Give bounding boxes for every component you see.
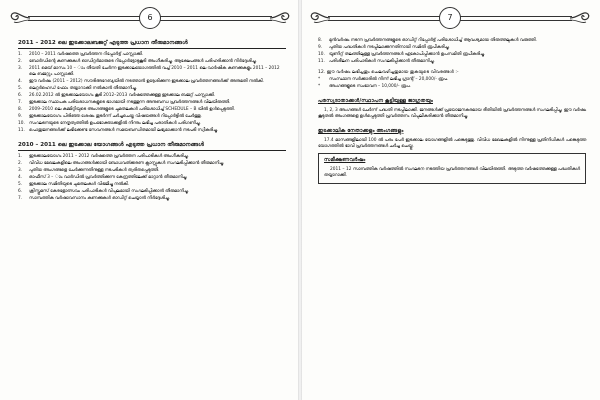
scroll-ornament-icon xyxy=(268,6,290,28)
fund-list xyxy=(318,77,586,90)
list-item: 7. ഇടക്കാല സ്ഥാപക പരിശോധനകളുടെ ഭാഗമായി നടത്തുന്ന അനുബന്ധ പ്രവർത്തനങ്ങൾ വിലയിരുത്തി. xyxy=(18,100,231,105)
list-item: 8. മുൻവർഷം നടന്ന പ്രവർത്തനങ്ങളുടെ ഓഡിറ്റ് റിപ്പോർട്ട് പരിശോധിച്ച് ആവശ്യമായ തിരുത്തലുകൾ വരുത്തി. xyxy=(318,38,537,43)
paragraph: 2011 – 12 സാമ്പത്തിക വർഷത്തിൽ സംഘടന നടത്തിയ പ്രവർത്തനങ്ങൾ വിലയിരുത്തി. അടുത്ത വർഷത്തേക്കുള്ള പദ്ധതികൾ തയ്യാറാക്കി. xyxy=(324,167,580,178)
decision-list xyxy=(18,154,286,202)
list-item: 1. ഇടക്കാലയോഗം 2011 – 2012 വർഷത്തെ പ്രവർത്തന പരിപാടികൾ അംഗീകരിച്ചു. xyxy=(18,154,189,159)
list-item: 7. സാമ്പത്തിക വർഷാവസാനം കണക്കുകൾ ഓഡിറ്റ് ചെയ്യാൻ നിർദ്ദേശിച്ചു. xyxy=(18,196,170,201)
list-item: 1. 2010 – 2011 വർഷത്തെ പ്രവർത്തന റിപ്പോർട്ട് പാസ്സാക്കി. xyxy=(18,52,144,57)
list-item: * സംസ്ഥാന സർക്കാരിൽ നിന്ന് ലഭിച്ച ഗ്രാന്റ് – 20,000/- രൂപ. xyxy=(318,77,449,82)
list-item: 9. പുതിയ പദ്ധതികൾ നടപ്പിലാക്കുന്നതിനായി സമിതി രൂപീകരിച്ചു. xyxy=(318,45,450,50)
page-header-ornament xyxy=(310,4,590,32)
list-item: 10. യൂണിറ്റ് തലത്തിലുള്ള പ്രവർത്തനങ്ങൾ ഏകോപിപ്പിക്കാൻ ഉപസമിതി രൂപീകരിച്ചു. xyxy=(318,52,486,57)
list-item: 4. ഓഫീസ് 3 – ാം വാർഡിൽ പ്രവർത്തിക്കുന്ന കേന്ദ്രത്തിലേക്ക് മാറ്റാൻ തീരുമാനിച്ചു. xyxy=(18,175,188,180)
list-item: 3. പുതിയ അംഗങ്ങളെ ചേർക്കുന്നതിനുള്ള നടപടികൾ ത്വരിതപ്പെടുത്തി. xyxy=(18,168,160,173)
section-title: 2011 – 2012 ലെ ഇടക്കാലബജറ്റ് എടുത്ത പ്രധാന തീരുമാനങ്ങൾ xyxy=(18,40,286,49)
scroll-ornament-icon xyxy=(568,6,590,28)
list-item: * അംഗങ്ങളുടെ സംഭാവന – 10,000/- രൂപ. xyxy=(318,84,411,89)
boxed-section xyxy=(318,153,586,184)
list-item: 10. സംഘടനയുടെ നേതൃത്വത്തിൽ ഉപഭോക്താക്കളിൽ നിന്നും ലഭിച്ച പരാതികൾ പരിഗണിച്ചു. xyxy=(18,121,201,126)
page-header-ornament xyxy=(10,4,290,32)
list-item: 2. ബോർഡിന്റെ കണക്കുകൾ ഓഡിറ്റർമാരുടെ റിപ്പോർട്ടോടുകൂടി അംഗീകരിച്ചു. ആക്ഷേപങ്ങൾ പരിഹരിക്കാൻ നിർദ്ദേശിച്ചു. xyxy=(18,59,257,64)
page-number: 7 xyxy=(439,7,461,29)
list-item: 6. ക്രിസ്തുമസ് കേരളോത്സവം പരിപാടികൾ വിപുലമായി സംഘടിപ്പിക്കാൻ തീരുമാനിച്ചു. xyxy=(18,189,189,194)
section-title: 2010 – 2011 ലെ ഇടക്കാല യോഗങ്ങൾ എടുത്ത പ്രധാന തീരുമാനങ്ങൾ xyxy=(18,142,286,151)
paragraph: 1, 2, 3 അംഗങ്ങൾ ചേർന്ന് പദ്ധതി നടപ്പിലാക്കി. ജനങ്ങൾക്ക് പ്രയോജനകരമായ രീതിയിൽ പ്രവർത്തനങ്ങൾ സംഘടിപ്പിച്ചു. ഈ വർഷം കൂടുതൽ അംഗങ്ങളെ ഉൾപ്പെടുത്തി പ്രവർത്തനം വിപുലീകരിക്കാൻ തീരുമാനിച്ചു. xyxy=(318,108,586,119)
list-item: 8. 2009–2010 ലെ കമ്മിറ്റിയുടെ അംഗങ്ങളുടെ ചുമതലകൾ പരിശോധിച്ച് SCHEDULE – B യിൽ ഉൾപ്പെടുത്തി. xyxy=(18,107,236,112)
decision-list xyxy=(318,38,586,65)
list-item: 6. 26.02.2012 ൽ ഇടക്കാലയോഗം കൂടി 2012–2013 വർഷത്തേക്കുള്ള ഇടക്കാല ബജറ്റ് പാസ്സാക്കി. xyxy=(18,93,216,98)
subsection-title: 12. ഈ വർഷം ലഭിച്ചതും ചെലവഴിച്ചതുമായ തുകയുടെ വിവരങ്ങൾ :- xyxy=(318,70,459,75)
list-item: 11. പരിശീലന പരിപാടികൾ സംഘടിപ്പിക്കാൻ തീരുമാനിച്ചു. xyxy=(318,59,435,64)
paragraph: 17.4 മാസങ്ങളിലായി 100 ൽ പരം പേർ ഇടക്കാല യോഗങ്ങളിൽ പങ്കെടുത്തു. വിവിധ മേഖലകളിൽ നിന്നുള്ള പ്രതിനിധികൾ പങ്കെടുത്ത യോഗത്തിൽ ഭാവി പ്രവർത്തനങ്ങൾ ചർച്ച ചെയ്തു. xyxy=(318,138,586,149)
section-heading: ഇടക്കാലിക നേതാക്കളും അംഗങ്ങളും xyxy=(318,128,404,134)
list-item: 11. പൊതുജനങ്ങൾക്ക് ലഭിക്കേണ്ട സേവനങ്ങൾ സമയബന്ധിതമായി ലഭ്യമാക്കാൻ നടപടി സ്വീകരിച്ചു. xyxy=(18,128,219,133)
list-item: 3. 2011 മെയ് മാസം 10 – ാം തീയതി ചേർന്ന ഇടക്കാലയോഗത്തിൽ വച്ച് 2010 – 2011 ലെ വാർഷിക കണക്കുകളും 2011 – 2012 ലെ ബജറ്റും പാസ്സാക്കി. xyxy=(18,66,280,77)
section-heading: സമീക്ഷണവർഷം xyxy=(324,157,366,163)
list-item: 4. ഈ വർഷം (2011 – 2012) സൗദിഅറേബ്യയിൽ നടത്താൻ ഉദ്ദേശിക്കുന്ന ഇടക്കാല പ്രവർത്തനങ്ങൾക്ക് അനുമതി നൽകി. xyxy=(18,79,264,84)
page-number: 6 xyxy=(139,7,161,29)
list-item: 5. ലെറ്റർഹെഡ് ഫോം തയ്യാറാക്കി നൽകാൻ തീരുമാനിച്ചു. xyxy=(18,86,137,91)
left-page xyxy=(4,0,296,400)
list-item: 5. ഇടക്കാല സമിതിയുടെ ചുമതലകൾ വിഭജിച്ചു നൽകി. xyxy=(18,182,130,187)
right-page xyxy=(304,0,596,400)
decision-list xyxy=(18,52,286,134)
section-heading: പരസ്യദാതാക്കൾ/സ്ഥാപന കൂട്ടിയുള്ള ജാഗ്രതയും xyxy=(318,98,433,104)
list-item: 9. ഇടക്കാലയോഗം പിരിഞ്ഞ ശേഷം തുടർന്ന് ചർച്ചചെയ്ത വിഷയങ്ങൾ റിപ്പോർട്ടിൽ ചേർത്തു. xyxy=(18,114,202,119)
book-gutter xyxy=(298,0,302,400)
list-item: 2. വിവിധ മേഖലകളിലെ അംഗങ്ങൾക്കായി ബോധവത്ക്കരണ ക്ലാസ്സുകൾ സംഘടിപ്പിക്കാൻ തീരുമാനിച്ചു. xyxy=(18,161,225,166)
